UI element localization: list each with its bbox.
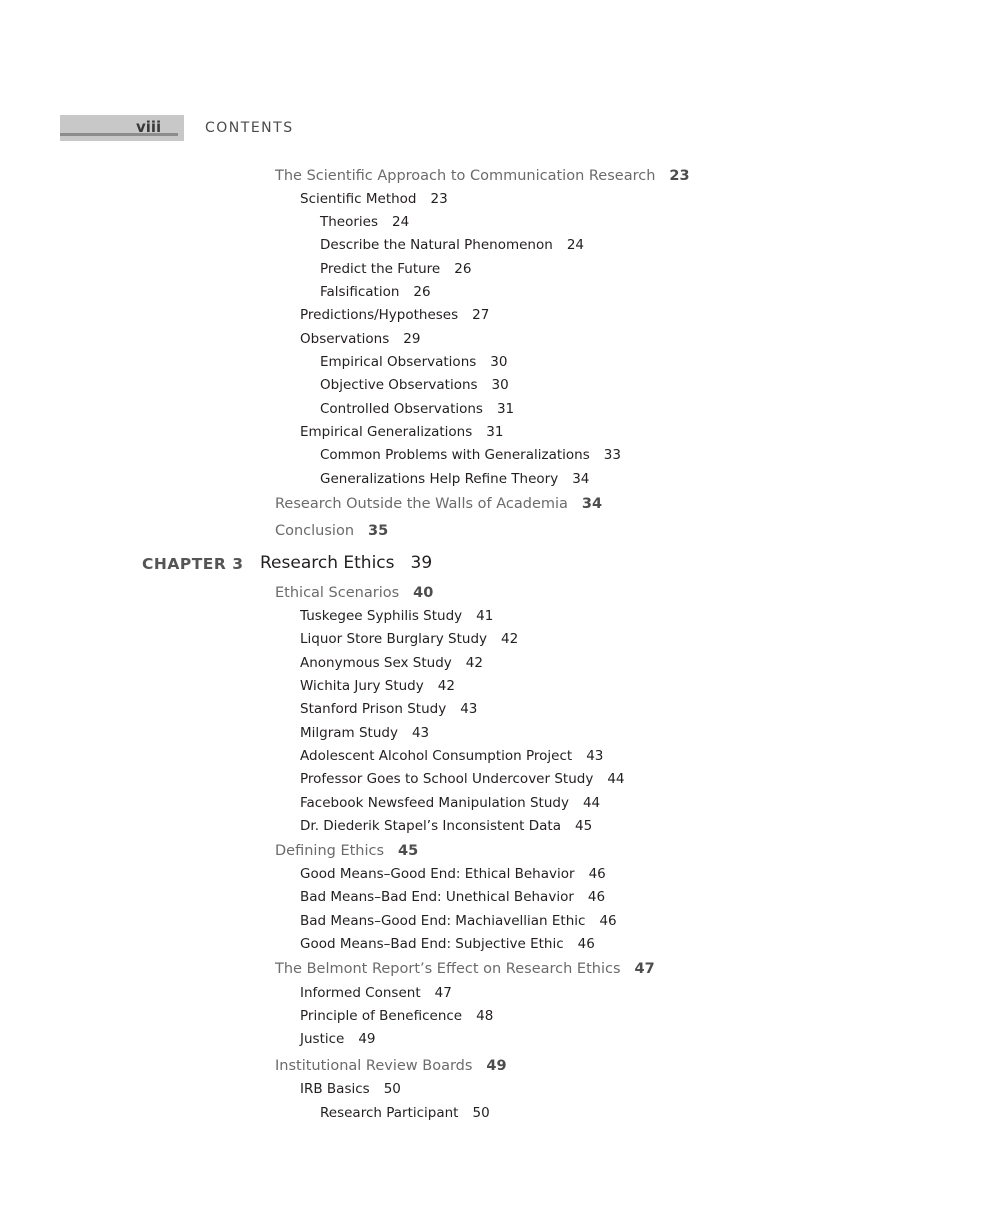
toc-page-number: 23 (669, 168, 690, 184)
toc-entry-title: Predict the Future (320, 261, 441, 277)
toc-page-number: 43 (460, 701, 478, 717)
toc-entry-title: Objective Observations (320, 377, 478, 393)
toc-entry-title: Good Means–Good End: Ethical Behavior (300, 866, 575, 882)
toc-entry-title: Wichita Jury Study (300, 678, 424, 694)
toc-entry-title: Tuskegee Syphilis Study (300, 608, 463, 624)
toc-entry-title: Justice (300, 1031, 345, 1047)
toc-subsubsection (320, 216, 409, 230)
toc-entry-title: Institutional Review Boards (275, 1058, 473, 1074)
toc-subsubsection (320, 473, 589, 487)
toc-page-number: 34 (581, 496, 603, 512)
toc-page-number: 46 (577, 936, 595, 952)
toc-page-number: 49 (358, 1031, 376, 1047)
toc-entry-title: Falsification (320, 284, 400, 300)
toc-page-number: 41 (476, 608, 494, 624)
toc-page-number: 42 (465, 655, 483, 671)
toc-page-number: 49 (486, 1058, 507, 1074)
toc-entry-title: Adolescent Alcohol Consumption Project (300, 748, 573, 764)
toc-subsection (300, 703, 477, 717)
toc-subsection (300, 1033, 376, 1047)
toc-page-number: 30 (491, 377, 509, 393)
toc-page-number: 43 (586, 748, 604, 764)
toc-subsection (300, 938, 595, 952)
page-number: viii (136, 118, 162, 136)
toc-entry-title: IRB Basics (300, 1081, 370, 1097)
toc-page-number: 46 (587, 889, 606, 905)
toc-page-number: 34 (572, 471, 590, 487)
toc-entry-title: Professor Goes to School Undercover Study (300, 771, 594, 787)
toc-page-number: 47 (634, 961, 655, 977)
toc-subsubsection (320, 379, 509, 393)
toc-subsection (300, 193, 448, 207)
toc-entry-title: Bad Means–Good End: Machiavellian Ethic (300, 913, 586, 929)
page-number-tab (60, 115, 184, 141)
toc-subsubsection (320, 263, 471, 277)
toc-subsection (300, 750, 603, 764)
toc-entry-title: Empirical Generalizations (300, 424, 473, 440)
toc-section (275, 586, 433, 601)
toc-page-number: 46 (588, 866, 606, 882)
toc-page-number: 45 (398, 843, 419, 859)
toc-entry-title: The Scientific Approach to Communication Research (275, 168, 656, 184)
toc-subsection (300, 987, 452, 1001)
toc-section (275, 524, 388, 539)
toc-entry-title: Scientific Method (300, 191, 417, 207)
toc-page-number: 31 (496, 401, 515, 417)
toc-page-number: 44 (582, 795, 601, 811)
toc-page-number: 26 (454, 261, 472, 277)
toc-entry-title: Theories (320, 214, 379, 230)
toc-page-number: 42 (437, 678, 455, 694)
toc-entry-title: Liquor Store Burglary Study (300, 631, 488, 647)
toc-entry-title: Observations (300, 331, 390, 347)
toc-entry-title: Describe the Natural Phenomenon (320, 237, 553, 253)
toc-entry-title: Dr. Diederik Stapel’s Inconsistent Data (300, 818, 561, 834)
toc-entry-title: Milgram Study (300, 725, 398, 741)
toc-subsubsection (320, 239, 584, 253)
toc-page-number: 27 (472, 307, 490, 323)
toc-subsection (300, 915, 617, 929)
toc-entry-title: Conclusion (275, 523, 355, 539)
toc-entry-title: Anonymous Sex Study (300, 655, 452, 671)
toc-page-number: 24 (566, 237, 584, 253)
toc-entry-title: Defining Ethics (275, 843, 385, 859)
toc-page-number: 46 (599, 913, 617, 929)
toc-entry-title: Stanford Prison Study (300, 701, 447, 717)
toc-section (275, 497, 602, 512)
toc-subsubsection (320, 403, 514, 417)
toc-subsection (300, 610, 493, 624)
toc-subsection (300, 891, 605, 905)
toc-section (275, 844, 418, 859)
toc-subsection (300, 773, 625, 787)
toc-subsection (300, 1083, 401, 1097)
toc-entry-title: Research Participant (320, 1105, 459, 1121)
toc-page-number: 26 (413, 284, 431, 300)
toc-subsection (300, 333, 420, 347)
toc-subsection (300, 820, 592, 834)
toc-entry-title: Bad Means–Bad End: Unethical Behavior (300, 889, 574, 905)
toc-page-number: 40 (413, 585, 434, 601)
toc-entry-title: Principle of Beneficence (300, 1008, 463, 1024)
toc-subsection (300, 727, 429, 741)
toc-section (275, 169, 690, 184)
toc-page-number: 43 (411, 725, 430, 741)
toc-entry-title: Research Outside the Walls of Academia (275, 496, 568, 512)
toc-subsubsection (320, 449, 621, 463)
toc-subsection (300, 426, 503, 440)
toc-entry-title: Controlled Observations (320, 401, 483, 417)
toc-page-number: 50 (472, 1105, 490, 1121)
toc-subsection (300, 1010, 493, 1024)
toc-section (275, 1059, 507, 1074)
toc-entry-title: Predictions/Hypotheses (300, 307, 459, 323)
toc-page-number: 45 (574, 818, 593, 834)
toc-entry-title: Generalizations Help Refine Theory (320, 471, 559, 487)
toc-entry-title: Empirical Observations (320, 354, 477, 370)
toc-page-number: 47 (434, 985, 452, 1001)
chapter-title (260, 553, 432, 573)
toc-page-number: 44 (607, 771, 625, 787)
toc-page-number: 29 (403, 331, 421, 347)
toc-subsection (300, 309, 489, 323)
toc-page-number: 50 (383, 1081, 401, 1097)
toc-page-number: 23 (430, 191, 448, 207)
toc-entry-title: Facebook Newsfeed Manipulation Study (300, 795, 569, 811)
toc-entry-title: Informed Consent (300, 985, 421, 1001)
toc-page-number: 42 (501, 631, 519, 647)
toc-subsection (300, 657, 483, 671)
toc-page-number: 33 (603, 447, 621, 463)
chapter-title-text: Research Ethics (260, 553, 395, 573)
chapter-page-number: 39 (410, 553, 433, 573)
toc-entry-title: The Belmont Report’s Effect on Research Ethics (275, 961, 621, 977)
toc-subsection (300, 797, 600, 811)
toc-subsubsection (320, 286, 431, 300)
toc-page-number: 31 (486, 424, 504, 440)
toc-page-number: 35 (368, 523, 389, 539)
toc-entry-title: Ethical Scenarios (275, 585, 400, 601)
toc-subsubsection (320, 356, 507, 370)
running-head: CONTENTS (205, 120, 294, 136)
toc-page-number: 24 (392, 214, 410, 230)
toc-entry-title: Good Means–Bad End: Subjective Ethic (300, 936, 564, 952)
toc-subsection (300, 680, 455, 694)
toc-subsection (300, 633, 518, 647)
chapter-label: CHAPTER 3 (142, 555, 244, 573)
toc-subsubsection (320, 1107, 490, 1121)
toc-page-number: 48 (476, 1008, 494, 1024)
toc-subsection (300, 868, 606, 882)
toc-section (275, 962, 655, 977)
toc-page-number: 30 (490, 354, 508, 370)
toc-entry-title: Common Problems with Generalizations (320, 447, 590, 463)
